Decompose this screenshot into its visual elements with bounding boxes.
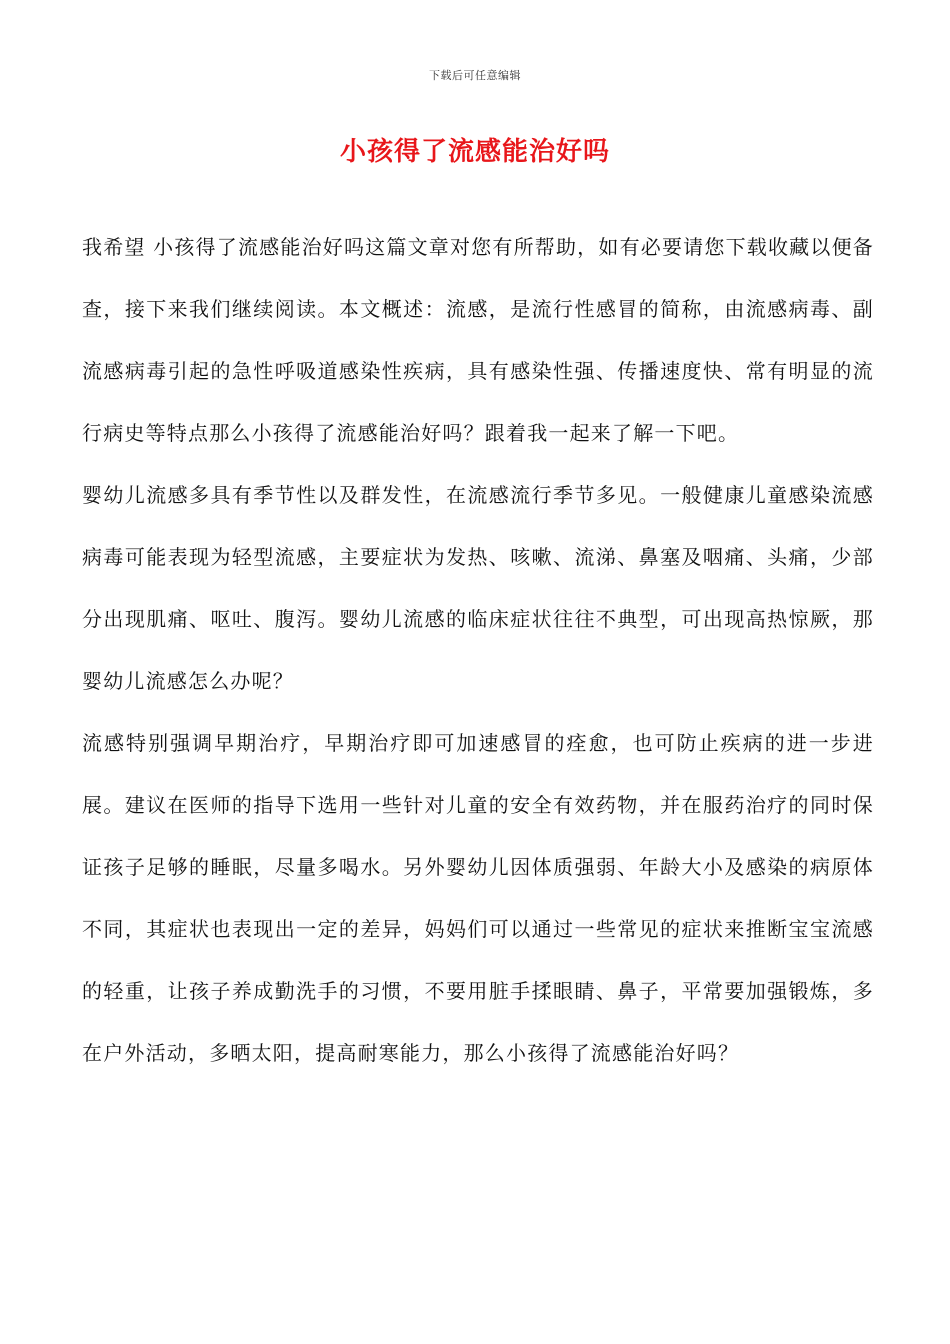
paragraph-treatment: 流感特别强调早期治疗，早期治疗即可加速感冒的痊愈，也可防止疾病的进一步进展。建议在医师的指导下选用一些针对儿童的安全有效药物，并在服药治疗的同时保证孩子足够的睡眠，尽量多喝水。另外婴幼儿因体质强弱、年龄大小及感染的病原体不同，其症状也表现出一定的差异，妈妈们可以通过一些常见的症状来推断宝宝流感的轻重，让孩子养成勤洗手的习惯，不要用脏手揉眼睛、鼻子，平常要加强锻炼，多在户外活动，多晒太阳，提高耐寒能力，那么小孩得了流感能治好吗？ <box>82 731 874 1065</box>
document-body <box>82 216 874 1084</box>
paragraph-intro: 我希望 小孩得了流感能治好吗这篇文章对您有所帮助，如有必要请您下载收藏以便备查，接下来我们继续阅读。本文概述：流感，是流行性感冒的简称，由流感病毒、副流感病毒引起的急性呼吸道感染性疾病，具有感染性强、传播速度快、常有明显的流行病史等特点那么小孩得了流感能治好吗？跟着我一起来了解一下吧。 <box>82 235 874 445</box>
paragraph-infant-flu: 婴幼儿流感多具有季节性以及群发性，在流感流行季节多见。一般健康儿童感染流感病毒可能表现为轻型流感，主要症状为发热、咳嗽、流涕、鼻塞及咽痛、头痛，少部分出现肌痛、呕吐、腹泻。婴幼儿流感的临床症状往往不典型，可出现高热惊厥，那婴幼儿流感怎么办呢？ <box>82 483 874 693</box>
document-title: 小孩得了流感能治好吗 <box>339 137 610 167</box>
page-header-note: 下载后可任意编辑 <box>429 69 521 82</box>
